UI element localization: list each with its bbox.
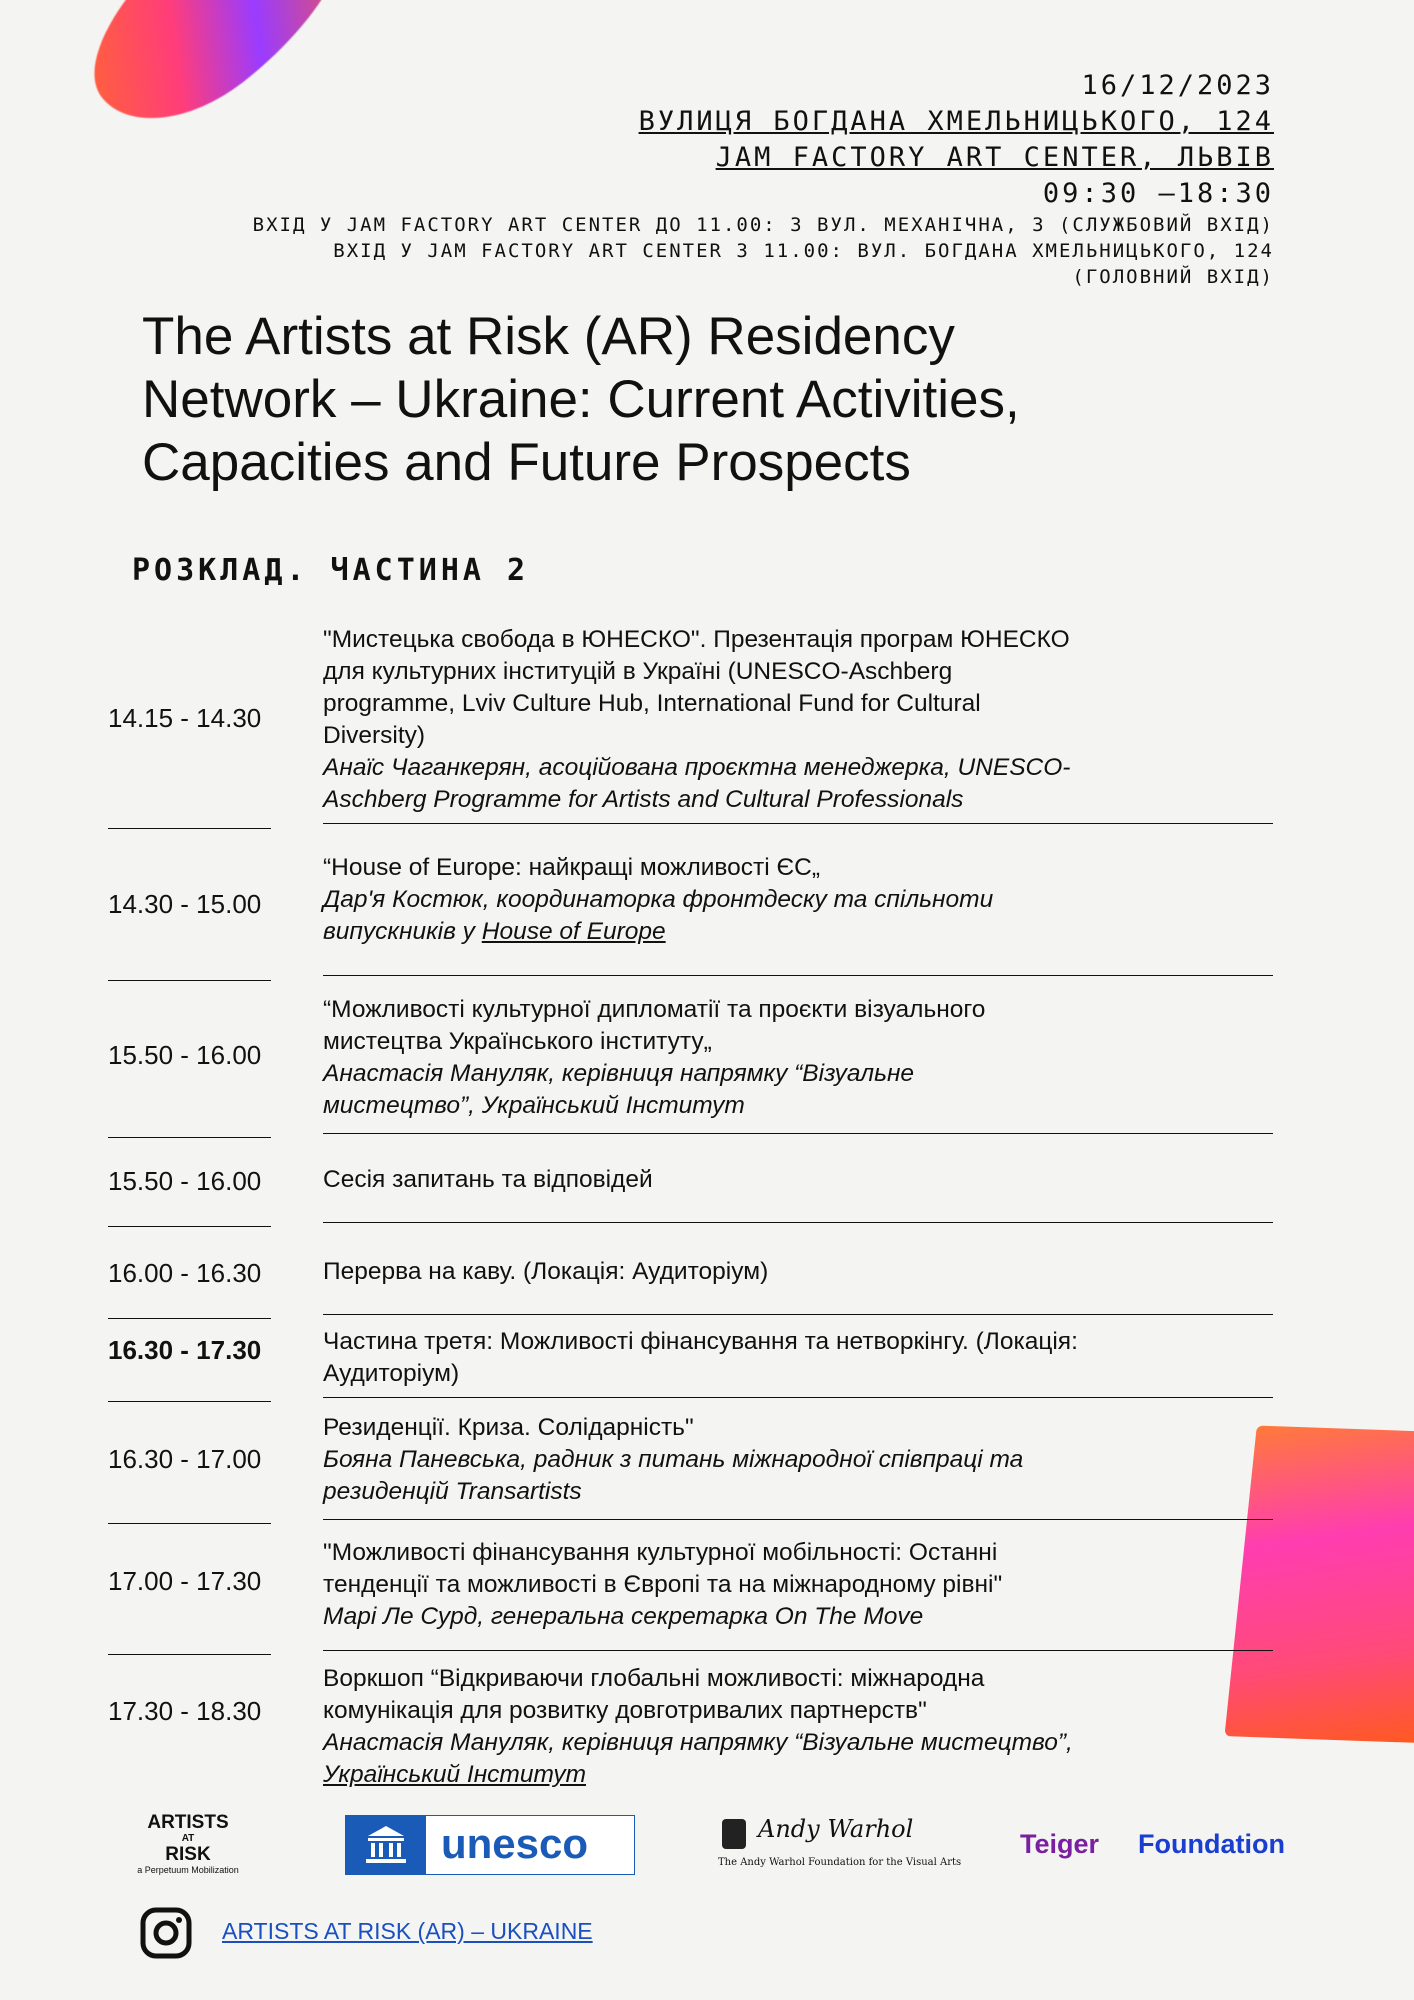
- teiger-logo: Teiger: [1020, 1829, 1100, 1859]
- divider: [323, 1314, 1273, 1315]
- warhol-portrait-icon: [722, 1819, 746, 1849]
- page-title: The Artists at Risk (AR) Residency Network – Ukraine: Current Activities, Capacities and Future Prospects: [142, 307, 1020, 492]
- instagram-link[interactable]: ARTISTS AT RISK (AR) – UKRAINE: [222, 1918, 593, 1944]
- schedule-description: "Мистецька свобода в ЮНЕСКО". Презентація програм ЮНЕСКО для культурних інституцій в Україні (UNESCO-Aschberg programme, Lviv Culture Hub, International Fund for Cultural Diversity) Анаїс Чаганкерян, асоційована проєктна менеджерка, UNESCO- Aschberg Programme for Artists and Cultural Professionals: [323, 626, 1071, 813]
- schedule-description: Перерва на каву. (Локація: Аудиторіум): [323, 1258, 769, 1285]
- divider: [323, 1133, 1273, 1134]
- instagram-icon[interactable]: [140, 1907, 192, 1959]
- divider: [323, 1397, 1273, 1398]
- event-hours: 09:30 –18:30: [1042, 178, 1274, 209]
- divider: [108, 1523, 271, 1524]
- divider: [108, 1654, 271, 1655]
- andy-warhol-foundation-logo: Andy Warhol The Andy Warhol Foundation for the Visual Arts: [718, 1815, 962, 1868]
- foundation-logo: Foundation: [1138, 1829, 1285, 1859]
- schedule-description: “House of Europe: найкращі можливості ЄС„ Дар'я Костюк, координаторка фронтдеску та спільноти випускників у House of Europe: [323, 854, 994, 945]
- divider: [108, 1318, 271, 1319]
- ukrainian-institute-link[interactable]: Український Інститут: [323, 1761, 586, 1788]
- partner-logos: [0, 1805, 1414, 1885]
- schedule-heading: РОЗКЛАД. ЧАСТИНА 2: [132, 553, 530, 588]
- entrance-info-1: ВХІД У JAM FACTORY ART CENTER ДО 11.00: З ВУЛ. МЕХАНІЧНА, 3 (СЛУЖБОВИЙ ВХІД): [252, 214, 1274, 236]
- unesco-logo: unesco: [345, 1815, 635, 1875]
- schedule-description: Воркшоп “Відкриваючи глобальні можливості: міжнародна комунікація для розвитку довготривалих партнерств" Анастасія Мануляк, керівниця напрямку “Візуальне мистецтво”, Український Інститут: [323, 1665, 1073, 1788]
- divider: [323, 1222, 1273, 1223]
- schedule-time: 15.50 - 16.00: [108, 1040, 262, 1070]
- schedule-description: “Можливості культурної дипломатії та проєкти візуального мистецтва Українського інституту„ Анастасія Мануляк, керівниця напрямку “Візуальне мистецтво”, Український Інститут: [323, 996, 986, 1119]
- schedule-time: 17.30 - 18.30: [108, 1696, 262, 1726]
- schedule-description: Сесія запитань та відповідей: [323, 1166, 653, 1193]
- divider: [108, 1401, 271, 1402]
- divider: [108, 1226, 271, 1227]
- unesco-temple-icon: [346, 1816, 426, 1874]
- schedule-description: Резиденції. Криза. Солідарність" Бояна Паневська, радник з питань міжнародної співпраці та резиденцій Transartists: [323, 1414, 1024, 1505]
- schedule-time: 16.30 - 17.00: [108, 1444, 262, 1474]
- schedule-time: 17.00 - 17.30: [108, 1566, 262, 1596]
- divider: [323, 1650, 1273, 1651]
- divider: [108, 1137, 271, 1138]
- event-info-header: [253, 68, 1274, 290]
- schedule-time: 16.00 - 16.30: [108, 1258, 262, 1288]
- schedule-time: 14.15 - 14.30: [108, 703, 262, 733]
- entrance-info-2-cont: (ГОЛОВНИЙ ВХІД): [1072, 266, 1274, 288]
- schedule-time: 16.30 - 17.30: [108, 1335, 262, 1365]
- entrance-info-2: ВХІД У JAM FACTORY ART CENTER З 11.00: ВУЛ. БОГДАНА ХМЕЛЬНИЦЬКОГО, 124: [333, 240, 1274, 262]
- house-of-europe-link[interactable]: House of Europe: [481, 918, 666, 945]
- divider: [108, 980, 271, 981]
- schedule-description: Частина третя: Можливості фінансування та нетворкінгу. (Локація: Аудиторіум): [323, 1328, 1078, 1387]
- divider: [108, 828, 271, 829]
- event-date: 16/12/2023: [1081, 70, 1274, 101]
- divider: [323, 1519, 1273, 1520]
- event-street: ВУЛИЦЯ БОГДАНА ХМЕЛЬНИЦЬКОГО, 124: [638, 106, 1274, 137]
- divider: [323, 823, 1273, 824]
- artists-at-risk-logo: ARTISTS AT RISK a Perpetuum Mobilization: [137, 1812, 239, 1875]
- schedule-description: "Можливості фінансування культурної мобільності: Останні тенденції та можливості в Європі та на міжнародному рівні" Марі Ле Сурд, генеральна секретарка On The Move: [323, 1539, 1003, 1630]
- divider: [323, 975, 1273, 976]
- event-venue: JAM FACTORY ART CENTER, ЛЬВІВ: [715, 142, 1274, 173]
- schedule-time: 14.30 - 15.00: [108, 889, 262, 919]
- schedule-time: 15.50 - 16.00: [108, 1166, 262, 1196]
